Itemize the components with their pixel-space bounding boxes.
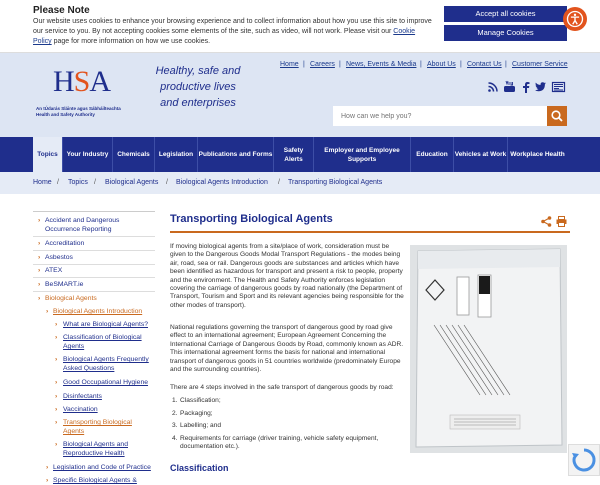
logo-subtitle-irish: An tÚdarás Sláinte agus Sábháilteachta bbox=[36, 106, 121, 111]
chevron-right-icon: › bbox=[55, 321, 58, 328]
accessibility-icon bbox=[566, 10, 584, 28]
paragraph-steps-intro: There are 4 steps involved in the safe transport of dangerous goods by road: bbox=[170, 384, 394, 391]
main-navigation bbox=[0, 137, 600, 172]
paragraph-intro: If moving biological agents from a site/place of work, consideration must be given to the Dangerous Goods Modal Transport Regulations - the modes being air, road, sea or rail. Dangerous goods are substances and articles which have been identified as hazardous for transport and present a risk to people, property and the environment. The Health and Safety Authority enforces legislation covering the carriage of dangerous goods by road nationally (the Department of Transport, Tourism and Sport and its relevant agencies being responsible for the other modes of transport). bbox=[170, 243, 404, 309]
rss-icon[interactable] bbox=[488, 82, 498, 95]
breadcrumb-bio-intro[interactable]: Biological Agents Introduction bbox=[176, 179, 268, 186]
section-heading-classification: Classification bbox=[170, 463, 229, 473]
chevron-right-icon: › bbox=[55, 419, 58, 426]
search-icon bbox=[551, 110, 563, 122]
chevron-right-icon: › bbox=[46, 464, 49, 471]
breadcrumb-separator: / bbox=[94, 179, 96, 186]
chevron-right-icon: › bbox=[38, 240, 41, 247]
sidebar-divider bbox=[33, 236, 155, 237]
topnav-separator: | bbox=[339, 61, 341, 68]
sidebar-divider bbox=[33, 277, 155, 278]
logo-letter-s: S bbox=[73, 65, 90, 98]
recaptcha-icon bbox=[569, 445, 599, 475]
hsa-logo[interactable] bbox=[53, 65, 110, 99]
twitter-icon[interactable] bbox=[535, 82, 546, 95]
paragraph-regulations: National regulations governing the transport of dangerous good by road give effect to an international agreement; European Agreement Concerning the International Carriage of Dangerous Goods by Road, commonly known as ADR. This international agreement forms the basis for national and international transport of dangerous goods in 51 countries worldwide (predominately Europe and the surrounding countries). bbox=[170, 324, 404, 374]
site-header bbox=[0, 53, 600, 137]
topnav-customer-service[interactable]: Customer Service bbox=[512, 61, 568, 68]
nav-chemicals[interactable]: Chemicals bbox=[112, 137, 154, 172]
topnav-about[interactable]: About Us bbox=[427, 61, 456, 68]
search-input[interactable] bbox=[333, 106, 547, 126]
cookie-text bbox=[33, 17, 433, 47]
breadcrumb-current: Transporting Biological Agents bbox=[288, 179, 383, 186]
youtube-icon[interactable] bbox=[504, 81, 515, 94]
transport-bag-photo bbox=[410, 245, 567, 453]
chevron-right-icon: › bbox=[38, 267, 41, 274]
facebook-icon[interactable] bbox=[522, 82, 530, 96]
topnav-separator: | bbox=[303, 61, 305, 68]
share-icon[interactable] bbox=[541, 216, 552, 229]
sidebar-divider bbox=[33, 291, 155, 292]
logo-letter-a: A bbox=[89, 65, 111, 98]
sidebar-divider bbox=[33, 264, 155, 265]
chevron-right-icon: › bbox=[55, 379, 58, 386]
chevron-right-icon: › bbox=[38, 254, 41, 261]
nav-publications[interactable]: Publications and Forms bbox=[197, 137, 273, 172]
chevron-right-icon: › bbox=[55, 334, 58, 341]
nav-employer-supports[interactable]: Employer and Employee Supports bbox=[313, 137, 410, 172]
topnav-careers[interactable]: Careers bbox=[310, 61, 335, 68]
nav-education[interactable]: Education bbox=[410, 137, 453, 172]
page-title: Transporting Biological Agents bbox=[170, 213, 333, 225]
chevron-right-icon: › bbox=[55, 441, 58, 448]
logo-subtitle bbox=[36, 106, 136, 118]
sidebar-divider bbox=[33, 250, 155, 251]
topnav-news[interactable]: News, Events & Media bbox=[346, 61, 417, 68]
topnav-separator: | bbox=[460, 61, 462, 68]
breadcrumb bbox=[0, 172, 600, 194]
breadcrumb-topics[interactable]: Topics bbox=[68, 179, 88, 186]
breadcrumb-home[interactable]: Home bbox=[33, 179, 52, 186]
chevron-right-icon: › bbox=[38, 217, 41, 224]
site-tagline: Healthy, safe and productive lives and enterprises bbox=[155, 65, 241, 109]
nav-workplace-health[interactable]: Workplace Health bbox=[507, 137, 567, 172]
nav-topics[interactable]: Topics bbox=[33, 137, 62, 172]
chevron-right-icon: › bbox=[38, 281, 41, 288]
recaptcha-badge[interactable] bbox=[568, 444, 600, 476]
nav-your-industry[interactable]: Your Industry bbox=[62, 137, 112, 172]
accessibility-button[interactable] bbox=[563, 7, 587, 31]
breadcrumb-biological-agents[interactable]: Biological Agents bbox=[105, 179, 159, 186]
sidebar-item-accident[interactable]: › Accident and Dangerous Occurrence Reporting bbox=[38, 217, 120, 233]
breadcrumb-separator: / bbox=[166, 179, 168, 186]
chevron-right-icon: › bbox=[55, 356, 58, 363]
cookie-banner bbox=[0, 0, 600, 53]
manage-cookies-button[interactable]: Manage Cookies bbox=[444, 25, 567, 41]
sidebar-nav: › Accident and Dangerous Occurrence Reporting › Accreditation › Asbestos › ATEX › BeSMART.ie › Biological Agents › Biological Agents Introduction › What are Biological Agents? › Classification of Biological Agents › Biological Agents Frequently Asked Questions › Good Occupational Hygiene › Disinfectants › Vaccination › Transporting Biological Agents › Biological Agents and Reproductive Health › Legislation and Code of Practice › Specific Biological Agents & bbox=[33, 211, 155, 212]
title-underline bbox=[170, 231, 570, 233]
accept-cookies-button[interactable]: Accept all cookies bbox=[444, 6, 567, 22]
chevron-down-icon: › bbox=[46, 308, 49, 315]
topnav-home[interactable]: Home bbox=[280, 61, 299, 68]
cookie-text-before: Our website uses cookies to enhance your browsing experience and to collect information about how you use this site to improve our service to you. By not accepting cookies some elements of the site, such as video, will not work. Please visit our bbox=[33, 18, 432, 35]
logo-subtitle-english: Health and Safety Authority bbox=[36, 112, 95, 117]
logo-letter-h: H bbox=[53, 65, 74, 98]
chevron-down-icon: › bbox=[38, 295, 41, 302]
chevron-right-icon: › bbox=[55, 406, 58, 413]
chevron-right-icon: › bbox=[55, 393, 58, 400]
cookie-text-after: page for more information on how we use cookies. bbox=[51, 38, 211, 45]
topnav-contact[interactable]: Contact Us bbox=[467, 61, 502, 68]
topnav-separator: | bbox=[505, 61, 507, 68]
print-icon[interactable] bbox=[556, 216, 567, 229]
search-button[interactable] bbox=[547, 106, 567, 126]
newsletter-icon[interactable] bbox=[552, 82, 565, 95]
breadcrumb-separator: / bbox=[278, 179, 280, 186]
nav-safety-alerts[interactable]: Safety Alerts bbox=[273, 137, 313, 172]
cookie-policy-link[interactable]: Cookie Policy bbox=[33, 28, 416, 45]
topnav-separator: | bbox=[420, 61, 422, 68]
nav-legislation[interactable]: Legislation bbox=[154, 137, 197, 172]
cookie-title: Please Note bbox=[33, 5, 90, 16]
nav-vehicles-at-work[interactable]: Vehicles at Work bbox=[453, 137, 507, 172]
chevron-right-icon: › bbox=[46, 477, 49, 484]
breadcrumb-separator: / bbox=[57, 179, 59, 186]
